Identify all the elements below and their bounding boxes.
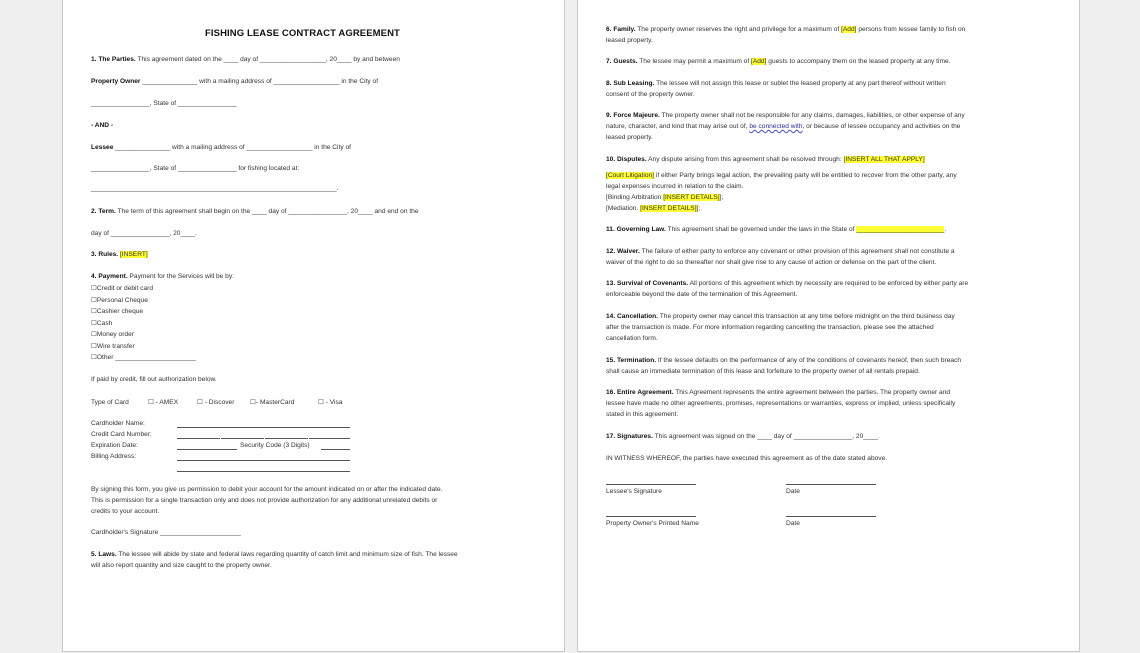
card-number-field[interactable]: [221, 438, 264, 439]
lessee-signature-label: Lessee's Signature: [606, 488, 662, 495]
security-code-label: Security Code (3 Digits): [240, 442, 310, 449]
force-majeure-text: nature, character, and kind that may arise out of,: [606, 123, 748, 130]
payment-option[interactable]: ☐Other ______________________: [91, 354, 196, 361]
term-heading: 2. Term.: [91, 208, 116, 215]
waiver-clause: [606, 247, 955, 256]
owner-line: _______________ with a mailing address of __________________ in the City of: [142, 78, 379, 85]
force-majeure-line-3: leased property.: [606, 134, 653, 141]
payment-option[interactable]: ☐Cash: [91, 319, 113, 327]
owner-state-line: ________________, State of ________________: [91, 100, 237, 107]
arbitration-text: [Binding Arbitration: [606, 194, 662, 201]
payment-text: Payment for the Services will be by:: [129, 273, 234, 280]
owner-label: Property Owner: [91, 78, 141, 85]
family-heading: 6. Family.: [606, 26, 636, 33]
consent-line: credits to your account.: [91, 508, 160, 515]
mediation-insert: [INSERT DETAILS]: [640, 205, 697, 212]
consent-line: By signing this form, you give us permission to debit your account for the amount indicated on or after the indicated date.: [91, 486, 443, 493]
card-type-visa[interactable]: ☐ - Visa: [318, 399, 343, 406]
family-clause: [606, 25, 965, 34]
card-type-amex[interactable]: ☐ - AMEX: [148, 399, 179, 406]
parties-clause: [91, 55, 400, 64]
guests-clause: [606, 57, 950, 66]
sublease-text: The lessee will not assign this lease or sublet the leased property at any part thereof without written: [656, 80, 946, 87]
owner-name-line[interactable]: [606, 516, 696, 517]
force-majeure-line-2: [606, 122, 960, 131]
lessee-row: [91, 143, 351, 152]
lessee-state-line: ________________, State of ________________ for fishing located at:: [91, 165, 300, 172]
survival-line-2: enforceable beyond the date of the termination of this Agreement.: [606, 291, 798, 298]
cancellation-heading: 14. Cancellation.: [606, 313, 659, 320]
location-blank-line: ___________________________________________________________________.: [91, 185, 339, 192]
cancellation-line-2: after the transaction is made. For more information regarding cancelling the transaction, please see the attached: [606, 324, 934, 331]
card-type-label: Type of Card: [91, 399, 129, 406]
entire-agreement-heading: 16. Entire Agreement.: [606, 389, 674, 396]
payment-option[interactable]: ☐Personal Cheque: [91, 296, 148, 304]
family-text: The property owner reserves the right and privilege for a maximum of: [637, 26, 840, 33]
survival-clause: [606, 279, 968, 288]
waiver-heading: 12. Waiver.: [606, 248, 640, 255]
card-number-field[interactable]: [177, 438, 220, 439]
lessee-line: _______________ with a mailing address of __________________ in the City of: [115, 144, 351, 151]
entire-agreement-text: This Agreement represents the entire agreement between the parties. The property owner and: [675, 389, 951, 396]
cancellation-clause: [606, 312, 955, 321]
guests-text: The lessee may permit a maximum of: [639, 58, 750, 65]
term-clause: [91, 207, 419, 216]
parties-text: This agreement dated on the ____ day of __________________, 20____ by and between: [137, 56, 400, 63]
laws-line-2: will also report quantity and size caught to the property owner.: [91, 562, 272, 569]
cardholder-signature: Cardholder's Signature ______________________: [91, 529, 241, 536]
payment-option[interactable]: ☐Money order: [91, 331, 134, 338]
court-litigation-insert: [Court Litigation]: [606, 172, 655, 179]
card-type-mastercard[interactable]: ☐- MasterCard: [250, 399, 295, 406]
survival-heading: 13. Survival of Covenants.: [606, 280, 689, 287]
term-line-2: day of ________________, 20____.: [91, 230, 197, 237]
payment-option[interactable]: ☐Wire transfer: [91, 342, 135, 350]
cancellation-line-3: cancellation form.: [606, 335, 658, 342]
document-title: FISHING LEASE CONTRACT AGREEMENT: [205, 28, 400, 39]
payment-heading: 4. Payment.: [91, 273, 128, 280]
card-number-field[interactable]: [265, 438, 308, 439]
mediation-end: ];: [696, 205, 701, 212]
parties-heading: 1. The Parties.: [91, 56, 136, 63]
mediation-option: [606, 204, 700, 213]
governing-law-end: .: [944, 226, 947, 233]
arbitration-option: [606, 193, 723, 202]
signatures-heading: 17. Signatures.: [606, 433, 653, 440]
billing-address-label: Billing Address:: [91, 453, 137, 460]
force-majeure-text: The property owner shall not be responsible for any claims, damages, liabilities, or other expense of any: [661, 112, 965, 119]
entire-agreement-line-3: stated in this agreement.: [606, 411, 679, 418]
rules-insert: [INSERT]: [119, 251, 148, 258]
owner-date-line[interactable]: [786, 516, 876, 517]
cancellation-text: The property owner may cancel this transaction at any time before midnight on the third business day: [659, 313, 955, 320]
payment-option[interactable]: ☐Cashier cheque: [91, 308, 144, 315]
mediation-text: [Mediation.: [606, 205, 639, 212]
entire-agreement-clause: [606, 388, 950, 397]
card-type-discover[interactable]: ☐ - Discover: [197, 399, 235, 406]
family-text-end: persons from lessee family to fish on: [858, 26, 966, 33]
lessee-date-label: Date: [786, 488, 800, 495]
payment-option[interactable]: ☐Credit or debit card: [91, 285, 153, 292]
cardholder-name-label: Cardholder Name:: [91, 420, 145, 427]
sublease-line-2: consent of the property owner.: [606, 91, 695, 98]
sublease-clause: [606, 79, 946, 88]
sublease-heading: 8. Sub Leasing.: [606, 80, 655, 87]
witness-statement: IN WITNESS WHEREOF, the parties have executed this agreement as of the date stated above.: [606, 455, 888, 462]
guests-heading: 7. Guests.: [606, 58, 638, 65]
signatures-text: This agreement was signed on the ____ day of ________________, 20____.: [654, 433, 880, 440]
termination-heading: 15. Termination.: [606, 357, 657, 364]
termination-text: If the lessee defaults on the performance of any of the conditions of covenants hereof, then such breach: [657, 357, 962, 364]
waiver-text: The failure of either party to enforce any covenant or other provision of this agreement shall not constitute a: [641, 248, 955, 255]
laws-clause: [91, 550, 458, 559]
force-majeure-text: , or because of lessee occupancy and activities on the: [802, 123, 961, 130]
billing-address-field[interactable]: [177, 460, 350, 461]
court-litigation-line-2: legal expenses incurred in relation to the claim.: [606, 183, 744, 190]
arbitration-insert: [INSERT DETAILS]: [663, 194, 720, 201]
termination-clause: [606, 356, 961, 365]
billing-address-field[interactable]: [177, 471, 350, 472]
signatures-clause: [606, 432, 880, 441]
card-number-label: Credit Card Number:: [91, 431, 152, 438]
and-separator: - AND -: [91, 122, 114, 129]
lessee-label: Lessee: [91, 144, 114, 151]
guests-add-insert: [Add]: [751, 58, 767, 65]
disputes-insert: [INSERT ALL THAT APPLY]: [843, 156, 925, 163]
governing-law-clause: [606, 225, 946, 234]
disputes-heading: 10. Disputes.: [606, 156, 647, 163]
governing-law-heading: 11. Governing Law.: [606, 226, 666, 233]
court-litigation-option: [606, 171, 957, 180]
governing-law-text: This agreement shall be governed under the laws in the State of: [667, 226, 855, 233]
termination-line-2: shall cause an immediate termination of this lease and forfeiture to the property owner of all rentals prepaid.: [606, 368, 920, 375]
lessee-signature-line[interactable]: [606, 484, 696, 485]
guests-text-end: guests to accompany them on the leased property at any time.: [768, 58, 951, 65]
document-page-2: [577, 0, 1080, 652]
payment-clause: [91, 272, 234, 281]
owner-name-label: Property Owner's Printed Name: [606, 520, 699, 527]
expiration-label: Expiration Date:: [91, 442, 138, 449]
family-add-insert: [Add]: [841, 26, 857, 33]
term-text: The term of this agreement shall begin on the ____ day of ________________, 20____ and end on the: [117, 208, 419, 215]
document-page-1: [62, 0, 565, 652]
owner-row: [91, 77, 378, 86]
card-number-field[interactable]: [309, 438, 350, 439]
court-litigation-text: if either Party brings legal action, the prevailing party will be entitled to recover from the other party, any: [655, 172, 957, 179]
lessee-date-line[interactable]: [786, 484, 876, 485]
waiver-line-2: waiver of the right to do so thereafter nor shall give rise to any cause of action or defense on the part of the client.: [606, 259, 937, 266]
force-majeure-clause: [606, 111, 965, 120]
consent-line: This is permission for a single transaction only and does not provide authorization for any additional unrelated debits or: [91, 497, 438, 504]
credit-note: If paid by credit, fill out authorization below.: [91, 376, 217, 383]
disputes-text: Any dispute arising from this agreement shall be resolved through:: [648, 156, 842, 163]
disputes-clause: [606, 155, 925, 164]
laws-heading: 5. Laws.: [91, 551, 117, 558]
rules-clause: [91, 250, 148, 259]
arbitration-end: ];: [719, 194, 724, 201]
owner-date-label: Date: [786, 520, 800, 527]
rules-heading: 3. Rules.: [91, 251, 119, 258]
family-line-2: leased property.: [606, 37, 653, 44]
force-majeure-heading: 9. Force Majeure.: [606, 112, 660, 119]
cardholder-name-field[interactable]: [177, 427, 350, 428]
entire-agreement-line-2: lessee have made no other agreements, promises, representations or warranties, express or implied, unless specifically: [606, 400, 956, 407]
laws-text: The lessee will abide by state and federal laws regarding quantity of catch limit and minimum size of fish. The lessee: [118, 551, 458, 558]
survival-text: All portions of this agreement which by necessity are required to be enforced by either party are: [689, 280, 969, 287]
expiration-field[interactable]: [177, 449, 237, 450]
security-code-field[interactable]: [321, 449, 350, 450]
governing-law-state-insert: ________________________: [856, 226, 945, 233]
spellcheck-underlined-text: be connected with: [749, 123, 803, 130]
